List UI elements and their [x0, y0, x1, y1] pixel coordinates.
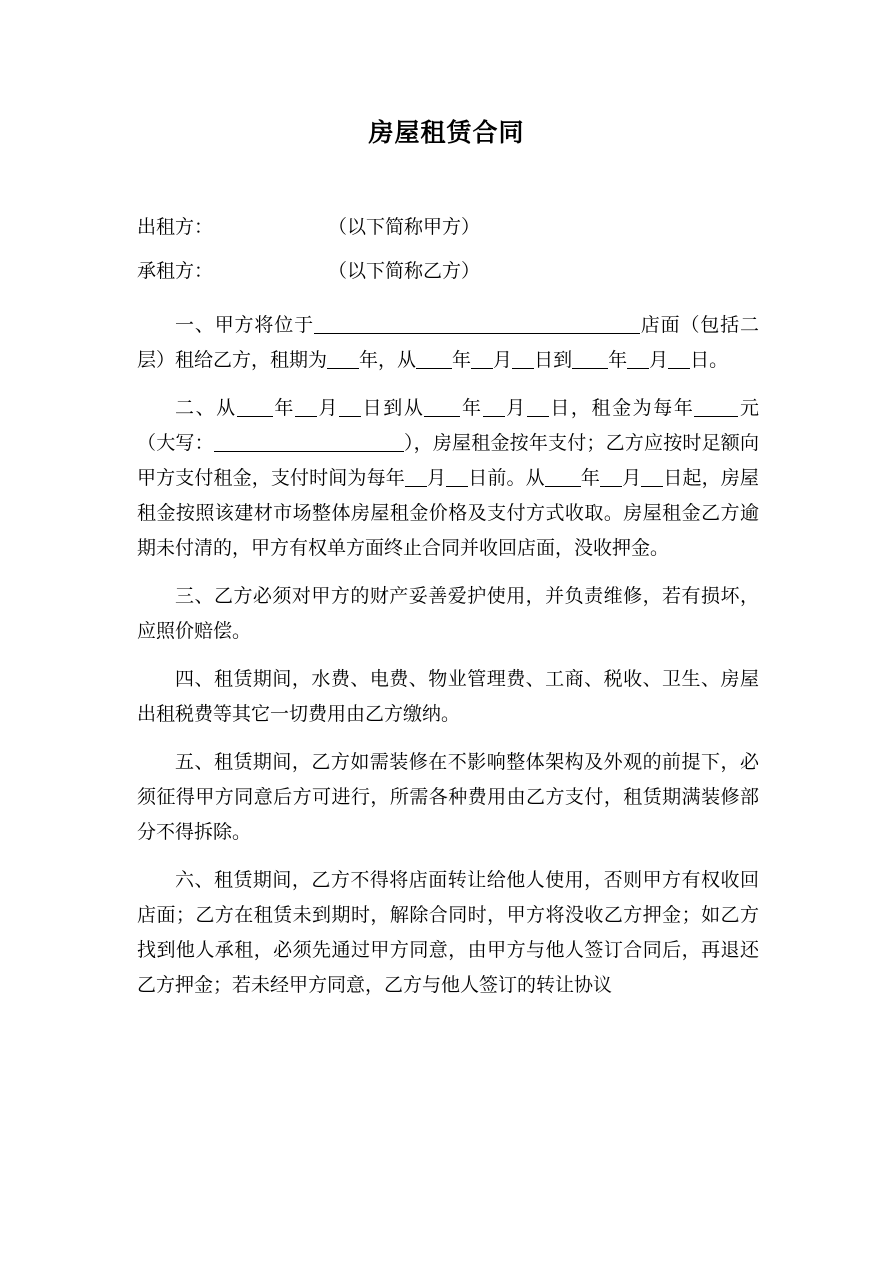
clause-2-text: 月: [426, 467, 447, 489]
lessee-line: [137, 258, 481, 284]
clause-2-text: 年: [460, 397, 483, 419]
pay-day-blank: [446, 466, 468, 487]
clause-2-text: 日到从: [361, 397, 425, 419]
clause-2-text: 元（大写：: [137, 397, 759, 454]
location-blank: [314, 313, 640, 334]
rent-start-month-blank: [295, 396, 317, 417]
clause-2-text: 月: [504, 397, 527, 419]
start-day-blank: [512, 348, 534, 369]
end-year-blank: [572, 348, 608, 369]
clause-6: 六、租赁期间，乙方不得将店面转让给他人使用，否则甲方有权收回店面；乙方在租赁未到期时，解除合同时，甲方将没收乙方押金；如乙方找到他人承租，必须先通过甲方同意，由甲方与他人签订合同后，再退还乙方押金；若未经甲方同意，乙方与他人签订的转让协议: [137, 869, 759, 996]
clause-2-text: ），房屋租金按年支付；乙方应按时足额向甲方支付租金，支付时间为每年: [137, 432, 759, 489]
clause-2-text: 二、从: [175, 397, 237, 419]
end-day-blank: [668, 348, 690, 369]
clause-1-text: 月: [493, 349, 513, 371]
clause-3: 三、乙方必须对甲方的财产妥善爱护使用，并负责维修，若有损坏，应照价赔偿。: [137, 585, 759, 642]
clause-2-text: 年: [272, 397, 295, 419]
contract-body: [137, 308, 759, 1016]
market-rent-year-blank: [545, 466, 581, 487]
clause-2-text: 日前。从: [468, 467, 545, 489]
clause-1-text: 日到: [534, 349, 573, 371]
clause-2-text: 年: [580, 467, 601, 489]
start-month-blank: [471, 348, 493, 369]
pay-month-blank: [405, 466, 427, 487]
clause-2-text: 月: [622, 467, 642, 489]
lessor-line: [137, 214, 481, 240]
term-years-blank: [327, 348, 359, 369]
annual-rent-blank: [694, 396, 738, 417]
lessor-note: （以下简称甲方）: [328, 216, 481, 238]
rent-end-day-blank: [527, 396, 549, 417]
clause-1-text: 年: [608, 349, 628, 371]
clause-1: [137, 308, 759, 378]
clause-1-text: 店面（包括二层）租给乙方，租期为: [137, 314, 759, 371]
market-rent-day-blank: [641, 466, 663, 487]
clause-1-text: 日。: [690, 349, 729, 371]
clause-1-text: 月: [649, 349, 669, 371]
clause-1-text: 年，从: [359, 349, 417, 371]
clause-4: 四、租赁期间，水费、电费、物业管理费、工商、税收、卫生、房屋出租税费等其它一切费用由乙方缴纳。: [137, 668, 759, 725]
rent-start-day-blank: [339, 396, 361, 417]
clause-2-text: 月: [316, 397, 340, 419]
rent-end-month-blank: [483, 396, 505, 417]
document-title: 房屋租赁合同: [368, 118, 525, 147]
market-rent-month-blank: [600, 466, 622, 487]
clause-1-text: 一、甲方将位于: [175, 314, 314, 336]
clause-2: [137, 391, 759, 566]
clause-1-text: 年: [452, 349, 472, 371]
start-year-blank: [416, 348, 452, 369]
lessor-label: 出租方：: [137, 216, 214, 238]
clause-5: 五、租赁期间，乙方如需装修在不影响整体架构及外观的前提下，必须征得甲方同意后方可进行，所需各种费用由乙方支付，租赁期满装修部分不得拆除。: [137, 751, 759, 843]
clause-2-text: 日，租金为每年: [548, 397, 695, 419]
clause-2-text: 日起，房屋租金按照该建材市场整体房屋租金价格及支付方式收取。房屋租金乙方逾期未付清的，甲方有权单方面终止合同并收回店面，没收押金。: [137, 467, 759, 559]
rent-in-words-blank: [214, 431, 404, 452]
end-month-blank: [627, 348, 649, 369]
lessee-label: 承租方：: [137, 260, 214, 282]
rent-start-year-blank: [237, 396, 273, 417]
lessee-note: （以下简称乙方）: [328, 260, 481, 282]
rent-end-year-blank: [424, 396, 460, 417]
